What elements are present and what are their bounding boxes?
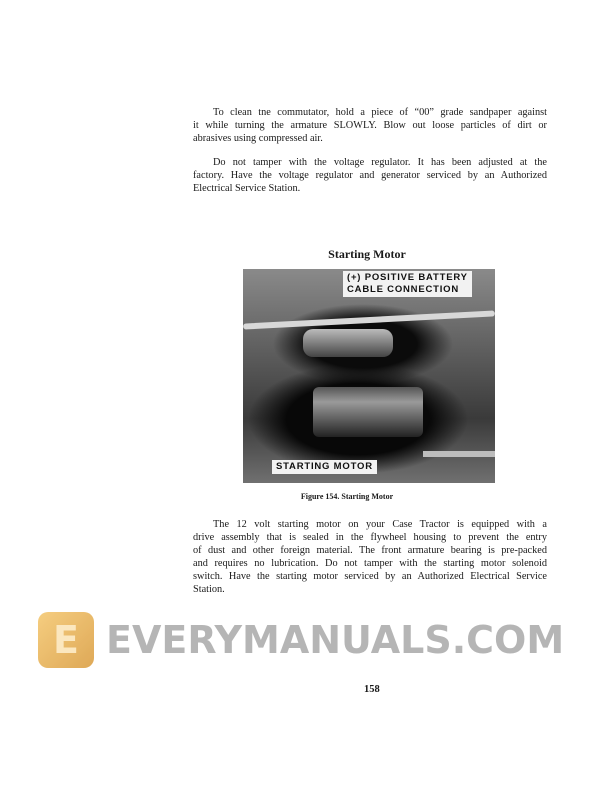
text-line: abrasives using compressed air. (193, 133, 323, 144)
text-line: Do not tamper with the voltage regulator. It has been adjusted at the (213, 157, 547, 168)
text-line: it while turning the armature SLOWLY. Blow out loose particles of dirt or (193, 120, 547, 131)
watermark-logo-icon (38, 612, 94, 668)
text-line: factory. Have the voltage regulator and generator serviced by an Authorized (193, 170, 547, 181)
motor-body (313, 387, 423, 437)
text-line: Electrical Service Station. (193, 183, 301, 194)
page-number: 158 (364, 684, 380, 695)
callout-line: (+) POSITIVE BATTERY (347, 272, 468, 283)
paragraph-starting-motor (193, 518, 547, 596)
battery-cable (243, 310, 495, 329)
figure-photo-starting-motor (243, 269, 495, 483)
callout-starting-motor: STARTING MOTOR (272, 460, 377, 474)
watermark (30, 608, 590, 674)
paragraph-voltage-regulator (193, 156, 547, 195)
callout-battery-cable (343, 271, 472, 297)
text-line: drive assembly that is sealed in the flywheel housing to prevent the entry (193, 532, 547, 543)
text-line: To clean tne commutator, hold a piece of “00” grade sandpaper against (213, 107, 547, 118)
text-line: Station. (193, 584, 225, 595)
paragraph-commutator (193, 106, 547, 145)
text-line: switch. Have the starting motor serviced by an Authorized Electrical Service (193, 571, 547, 582)
text-line: of dust and other foreign material. The front armature bearing is pre-packed (193, 545, 547, 556)
figure-caption: Figure 154. Starting Motor (300, 492, 394, 501)
section-heading: Starting Motor (328, 247, 406, 261)
watermark-text: EVERYMANUALS.COM (106, 618, 565, 662)
text-line: and requires no lubrication. Do not tamper with the starting motor solenoid (193, 558, 547, 569)
logo-letter: E (53, 618, 79, 662)
text-line: The 12 volt starting motor on your Case Tractor is equipped with a (213, 519, 547, 530)
callout-line: CABLE CONNECTION (347, 284, 460, 295)
solenoid (303, 329, 393, 357)
frame-rail (423, 451, 495, 457)
